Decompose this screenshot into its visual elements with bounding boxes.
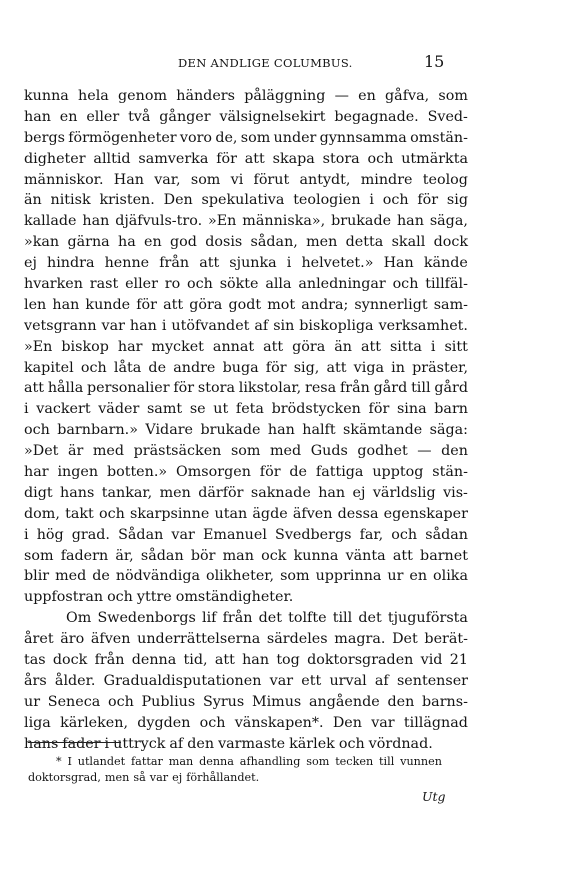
text-line: som fadern är, sådan bör man ock kunna vänta att barnet [24,547,468,564]
text-line: än nitisk kristen. Den spekulativa teologien i och för sig [24,192,468,209]
text-line: digheter alltid samverka för att skapa stora och utmärkta [24,150,468,167]
text-line: ur Seneca och Publius Syrus Mimus angående den barns- [24,693,468,710]
text-line: bergs förmögenheter voro de, som under gynnsamma omstän- [24,129,468,146]
text-line: vetsgrann var han i utöfvandet af sin biskopliga verksamhet. [24,317,468,334]
text-line: kallade han djäfvuls-tro. »En människa», brukade han säga, [24,213,468,230]
footnote [28,754,442,786]
text-line: »kan gärna ha en god dosis sådan, men detta skall dock [24,234,468,251]
text-line: människor. Han var, som vi förut antydt, mindre teolog [24,171,468,188]
text-line: »Det är med prästsäcken som med Guds godhet — den [24,443,468,460]
text-line: ej hindra henne från att sjunka i helvetet.» Han kände [24,255,468,272]
text-line: året äro äfven underrättelserna särdeles magra. Det berät- [24,631,468,648]
text-line: liga kärleken, dygden och vänskapen*. Den var tillägnad [24,714,468,731]
text-line: tas dock från denna tid, att han tog doktorsgraden vid 21 [24,652,468,669]
text-line: kapitel och låta de andre buga för sig, att viga in präster, [24,359,468,376]
text-line: i hög grad. Sådan var Emanuel Svedbergs far, och sådan [24,526,468,543]
text-line: har ingen botten.» Omsorgen för de fattiga upptog stän- [24,464,468,481]
text-line: »En biskop har mycket annat att göra än att sitta i sitt [24,338,468,355]
footnote-line: * I utlandet fattar man denna afhandling som tecken till vunnen [56,755,442,768]
text-line: digt hans tankar, men därför saknade han ej världslig vis- [24,484,468,501]
text-line: i vackert väder samt se ut feta brödstycken för sina barn [24,401,468,418]
text-line: kunna hela genom händers påläggning — en gåfva, som [24,88,468,104]
text-line: len han kunde för att göra godt mot andra; synnerligt sam- [24,296,468,313]
body-text [24,86,468,755]
text-line: års ålder. Gradualdisputationen var ett urval af sentenser [24,672,468,689]
text-line: Om Swedenborgs lif från det tolfte till det tjuguförsta [66,610,468,627]
text-line: blir med de nödvändiga olikheter, som upprinna ur en olika [24,568,468,585]
text-line: dom, takt och skarpsinne utan ägde äfven dessa egenskaper [24,505,468,522]
footnote-rule [28,742,121,743]
catchword: Utg [422,789,446,804]
text-line: att hålla personalier för stora likstolar, resa från gård till gård [24,380,468,397]
text-line: hvarken rast eller ro och sökte alla anledningar och tillfäl- [24,276,468,293]
footnote-line: doktorsgrad, men så var ej förhållandet. [28,771,260,784]
text-line: och barnbarn.» Vidare brukade han halft skämtande säga: [24,422,468,439]
running-title: DEN ANDLIGE COLUMBUS. [178,56,353,70]
text-line: hans fader i uttryck af den varmaste kärlek och vördnad. [24,735,433,752]
page-header [0,52,568,74]
text-line: uppfostran och yttre omständigheter. [24,589,294,606]
page-number: 15 [424,52,445,71]
text-line: han en eller två gånger välsignelsekirt begagnade. Sved- [24,108,468,125]
